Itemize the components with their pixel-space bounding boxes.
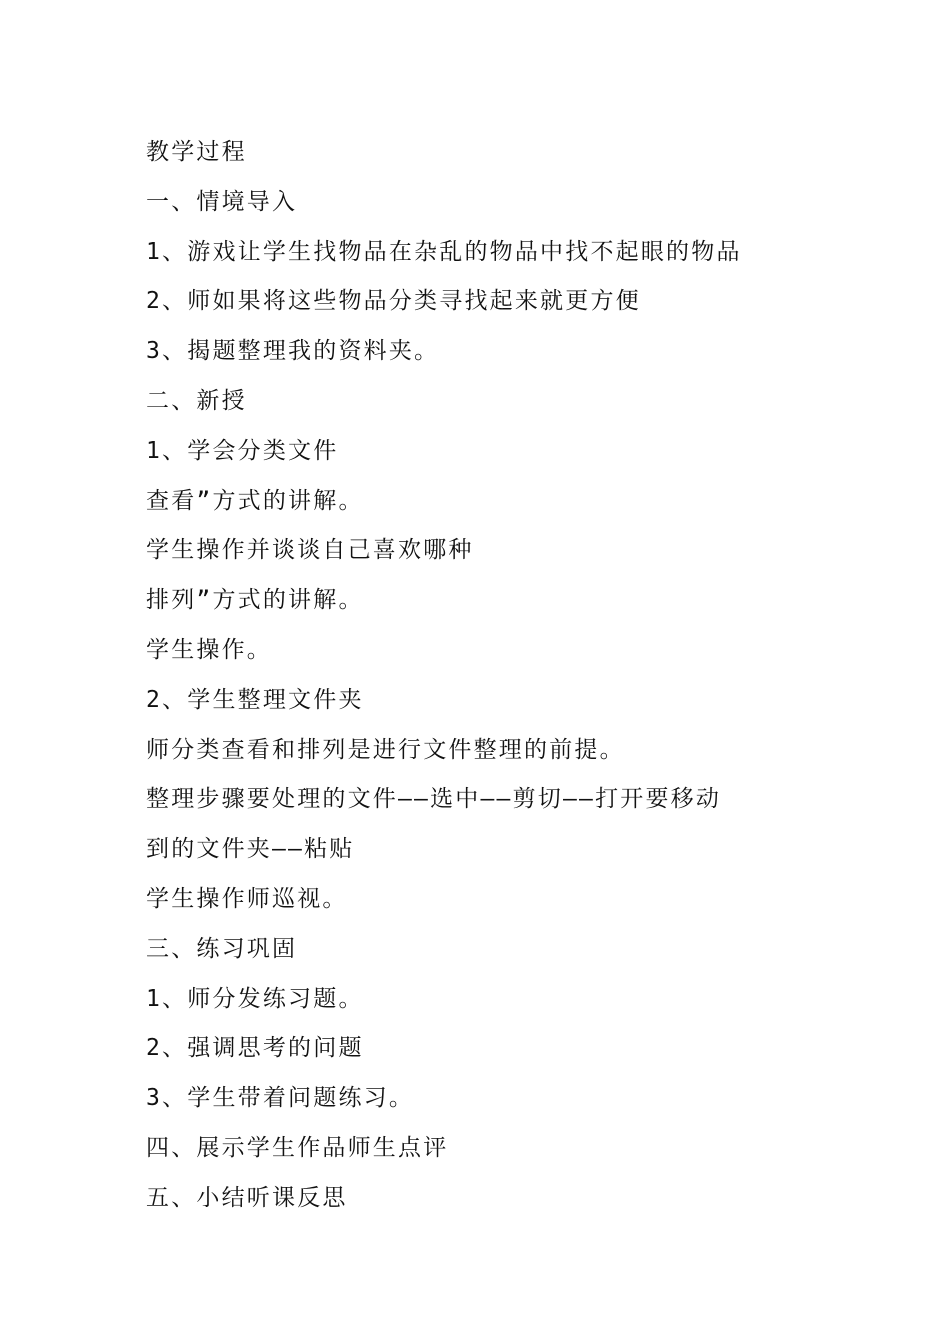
text-line: 2、强调思考的问题 — [146, 1035, 364, 1062]
heading-showcase: 四、展示学生作品师生点评 — [146, 1134, 449, 1161]
text-line: 学生操作。 — [146, 636, 272, 663]
text-line: 3、揭题整理我的资料夹。 — [146, 338, 440, 365]
heading-summary: 五、小结听课反思 — [146, 1184, 348, 1211]
text-line: 整理步骤要处理的文件——选中——剪切——打开要移动 — [146, 786, 722, 813]
text-line: 1、游戏让学生找物品在杂乱的物品中找不起眼的物品 — [146, 238, 742, 265]
text-line: 到的文件夹——粘贴 — [146, 836, 355, 863]
text-line: 学生操作并谈谈自己喜欢哪种 — [146, 537, 474, 564]
text-line: 1、师分发练习题。 — [146, 985, 364, 1012]
text-line: 3、学生带着问题练习。 — [146, 1085, 415, 1112]
heading-new-lesson: 二、新授 — [146, 387, 247, 414]
section-title: 教学过程 — [146, 139, 247, 165]
text-line: 学生操作师巡视。 — [146, 885, 348, 912]
text-line: 排列”方式的讲解。 — [146, 587, 364, 614]
text-line: 查看”方式的讲解。 — [146, 487, 364, 514]
text-line: 1、学会分类文件 — [146, 437, 339, 464]
heading-practice: 三、练习巩固 — [146, 935, 298, 962]
text-line: 2、师如果将这些物品分类寻找起来就更方便 — [146, 288, 641, 315]
text-line: 师分类查看和排列是进行文件整理的前提。 — [146, 736, 625, 763]
heading-situation-intro: 一、情境导入 — [146, 188, 298, 215]
text-line: 2、学生整理文件夹 — [146, 686, 364, 713]
document-body — [146, 132, 846, 1228]
